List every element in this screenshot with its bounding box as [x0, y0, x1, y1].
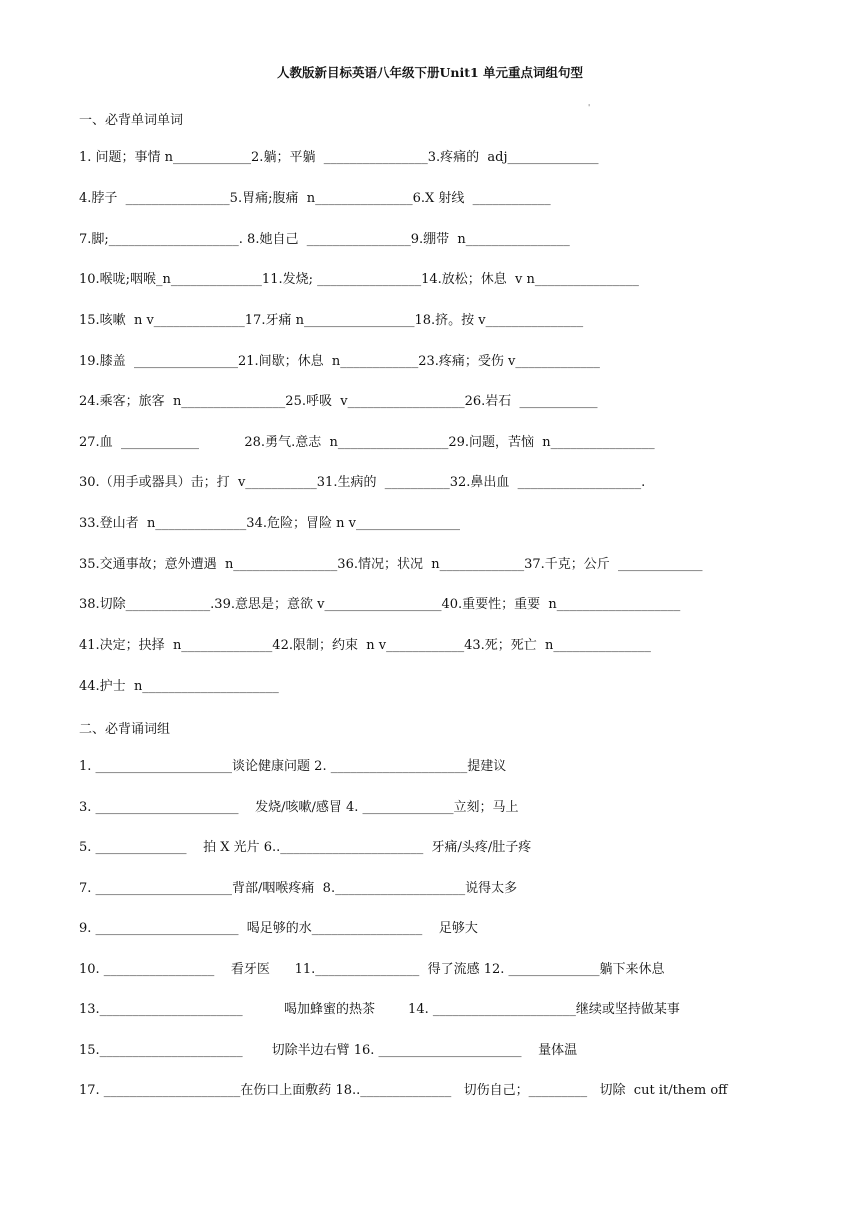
word-line: 4.脖子 ________________5.胃痛;腹痛 n_______________6.X 射线 ____________	[79, 191, 551, 206]
word-line: 30.（用手或器具）击；打 v___________31.生病的 __________32.鼻出血 ___________________.	[79, 475, 646, 490]
phrase-line: 15.______________________ 切除半边右臂 16. ______________________ 量体温	[79, 1043, 578, 1058]
phrase-line: 9. ______________________ 喝足够的水_________________ 足够大	[79, 921, 478, 936]
word-line: 15.咳嗽 n v______________17.牙痛 n_________________18.挤。按 v_______________	[79, 313, 584, 328]
phrase-line: 3. ______________________ 发烧/咳嗽/感冒 4. ______________立刻；马上	[79, 800, 519, 815]
section-heading-words: 一、必背单词单词	[79, 113, 184, 128]
phrase-line: 7. _____________________背部/咽喉疼痛 8.____________________说得太多	[79, 881, 518, 896]
word-line: 27.血 ____________ 28.勇气.意志 n_________________29.问题，苦恼 n________________	[79, 435, 655, 450]
word-line: 41.决定；抉择 n______________42.限制；约束 n v____________43.死；死亡 n_______________	[79, 638, 651, 653]
phrase-line: 5. ______________ 拍 X 光片 6..______________________ 牙痛/头疼/肚子疼	[79, 840, 532, 855]
word-line: 1. 问题；事情 n____________2.躺；平躺 ________________3.疼痛的 adj______________	[79, 150, 599, 165]
phrase-line: 13.______________________ 喝加蜂蜜的热茶 14. ______________________继续或坚持做某事	[79, 1002, 680, 1017]
word-line: 33.登山者 n______________34.危险；冒险 n v________________	[79, 516, 460, 531]
word-line: 24.乘客；旅客 n________________25.呼吸 v__________________26.岩石 ____________	[79, 394, 598, 409]
word-line: 19.膝盖 ________________21.间歇；休息 n____________23.疼痛；受伤 v_____________	[79, 354, 600, 369]
word-line: 38.切除_____________.39.意思是；意欲 v__________________40.重要性；重要 n___________________	[79, 597, 681, 612]
phrase-line: 1. _____________________谈论健康问题 2. _____________________提建议	[79, 759, 507, 774]
section-heading-phrases: 二、必背诵词组	[79, 722, 171, 737]
stray-mark: '	[588, 103, 591, 112]
word-line: 35.交通事故；意外遭遇 n________________36.情况；状况 n_____________37.千克；公斤 _____________	[79, 557, 703, 572]
phrase-line: 10. _________________ 看牙医 11.________________ 得了流感 12. ______________躺下来休息	[79, 962, 665, 977]
page-title: 人教版新目标英语八年级下册Unit1 单元重点词组句型	[276, 65, 584, 80]
phrase-line: 17. _____________________在伤口上面敷药 18..______________ 切伤自己；_________ 切除 cut it/them off	[79, 1083, 728, 1098]
word-line: 7.脚;____________________. 8.她自己 ________________9.绷带 n________________	[79, 232, 570, 247]
word-line: 44.护士 n_____________________	[79, 679, 279, 694]
word-line: 10.喉咙;咽喉_n______________11.发烧; ________________14.放松；休息 v n________________	[79, 272, 639, 287]
